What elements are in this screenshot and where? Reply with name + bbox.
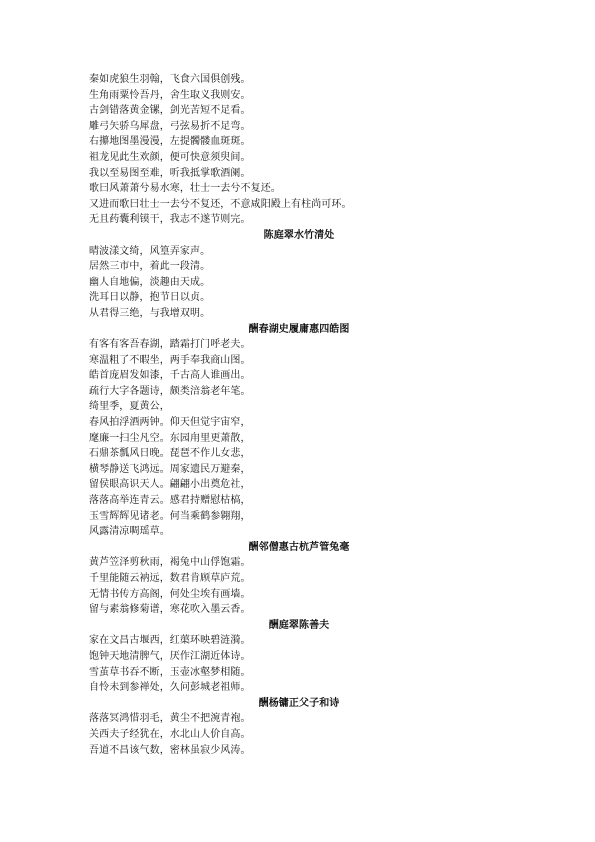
poem-title: 陈庭翠水竹清处 (263, 229, 335, 241)
poem-line: 居然三市中，着此一段清。 (89, 261, 211, 273)
poem-line: 吾道不昌该气数，密林虽寂少风涛。 (89, 744, 251, 756)
poem-line: 绮里季，夏黄公， (89, 401, 170, 413)
poem-line: 寒温粗了不暇坐，两手奉我商山图。 (89, 354, 251, 366)
poem-line: 风露清凉啁瑶草。 (89, 526, 170, 538)
poem-line: 幽人自地偏，淡趣由天成。 (89, 276, 211, 288)
poem-line: 我以至易图至难，听我抵掌歌酒阑。 (89, 167, 251, 179)
poem-line: 留与素翁修菊谱，寒花吹入墨云香。 (89, 604, 251, 616)
poem-line: 留侯眼高识天人。翩翩小出奠危社， (89, 479, 251, 491)
poem-section (89, 72, 509, 228)
poem-line: 落落高举连青云。感君持赠慰枯槁， (89, 495, 251, 507)
poem-title: 酬庭翠陈善夫 (268, 619, 330, 631)
poem-section (89, 322, 509, 540)
poem-line: 饱钟天地清脾气，厌作江湖近体诗。 (89, 650, 251, 662)
poem-line: 千里能随云衲远，数君肯顾草庐荒。 (89, 573, 251, 584)
poem-title: 酬春湖史履庸惠四皓图 (248, 323, 350, 335)
poem-line: 春风拍浮酒两钟。仰天但觉宇宙窄， (89, 417, 251, 429)
poem-line: 雪茧草书吞不断，玉壶冰壑梦相随。 (89, 666, 251, 678)
poem-line: 生角雨粟怜吾丹，舍生取义我则安。 (89, 89, 251, 101)
poem-line: 皓首庞眉发如漆，千古高人谁画出。 (89, 370, 251, 382)
poem-line: 右攥地图墨漫漫，左提髑髅血斑斑。 (89, 136, 251, 148)
poem-line: 横琴静送飞鸿远。周家遗民万避秦， (89, 463, 251, 475)
poem-line: 无情书传方高阁，何处尘埃有画墙。 (89, 588, 251, 600)
poem-title: 酬邻僧惠古杭芦管兔毫 (248, 541, 350, 553)
poem-line: 古剑错落黄金镙，剑光苦短不足看。 (89, 105, 251, 117)
poem-line: 晴波漾文绮，风篁弄家声。 (89, 245, 211, 257)
poem-section (89, 696, 509, 758)
poem-line: 有客有客吾春湖，踏霜打门呼老夫。 (89, 339, 251, 351)
poem-section (89, 228, 509, 322)
poem-line: 洗耳日以静，抱节日以贞。 (89, 292, 211, 304)
poem-line: 又进而歌曰壮士一去兮不复还，不意咸阳殿上有柱尚可环。 (89, 198, 352, 210)
poem-line: 自怜未到参禅处，久问彭城老祖师。 (89, 682, 251, 694)
poem-line: 秦如虎狼生羽翰，飞食六国俱创残。 (89, 74, 251, 85)
poem-line: 从君得三绝，与我增双明。 (89, 307, 211, 319)
poem-line: 玉雪辉辉见诸老。何当乘鹤参翱翔， (89, 510, 251, 522)
poem-line: 麾廉一扫尘凡空。东园甪里更萧散， (89, 432, 251, 444)
poem-line: 雕弓矢骄乌犀盘，弓弦易折不足弯。 (89, 120, 251, 132)
poem-line: 家在文昌古堰西，红蕖环映碧涟漪。 (89, 635, 251, 647)
poem-line: 关西夫子经犹在，水北山人价自高。 (89, 728, 251, 740)
poem-line: 黄芦笠泽剪秋雨，褐兔中山俘饱霜。 (89, 557, 251, 569)
poem-section (89, 618, 509, 696)
poem-section (89, 540, 509, 618)
poem-line: 祖龙见此生欢颜，便可快意须臾间。 (89, 151, 251, 163)
poem-line: 石鼎茶瓢风日晚。琵琶不作儿女悲， (89, 448, 251, 460)
poem-body (89, 72, 509, 758)
poem-line: 歌曰风萧萧兮易水寒，壮士一去兮不复还。 (89, 183, 281, 195)
poem-line: 疏行大字各题诗，颇类涪翁老年笔。 (89, 385, 251, 397)
poem-line: 无且药囊利镆干，我志不遂节则完。 (89, 214, 251, 226)
poem-line: 落落冥鸿惜羽毛，黄尘不把涴青袍。 (89, 713, 251, 725)
poem-title: 酬杨镛正父子和诗 (258, 697, 340, 709)
